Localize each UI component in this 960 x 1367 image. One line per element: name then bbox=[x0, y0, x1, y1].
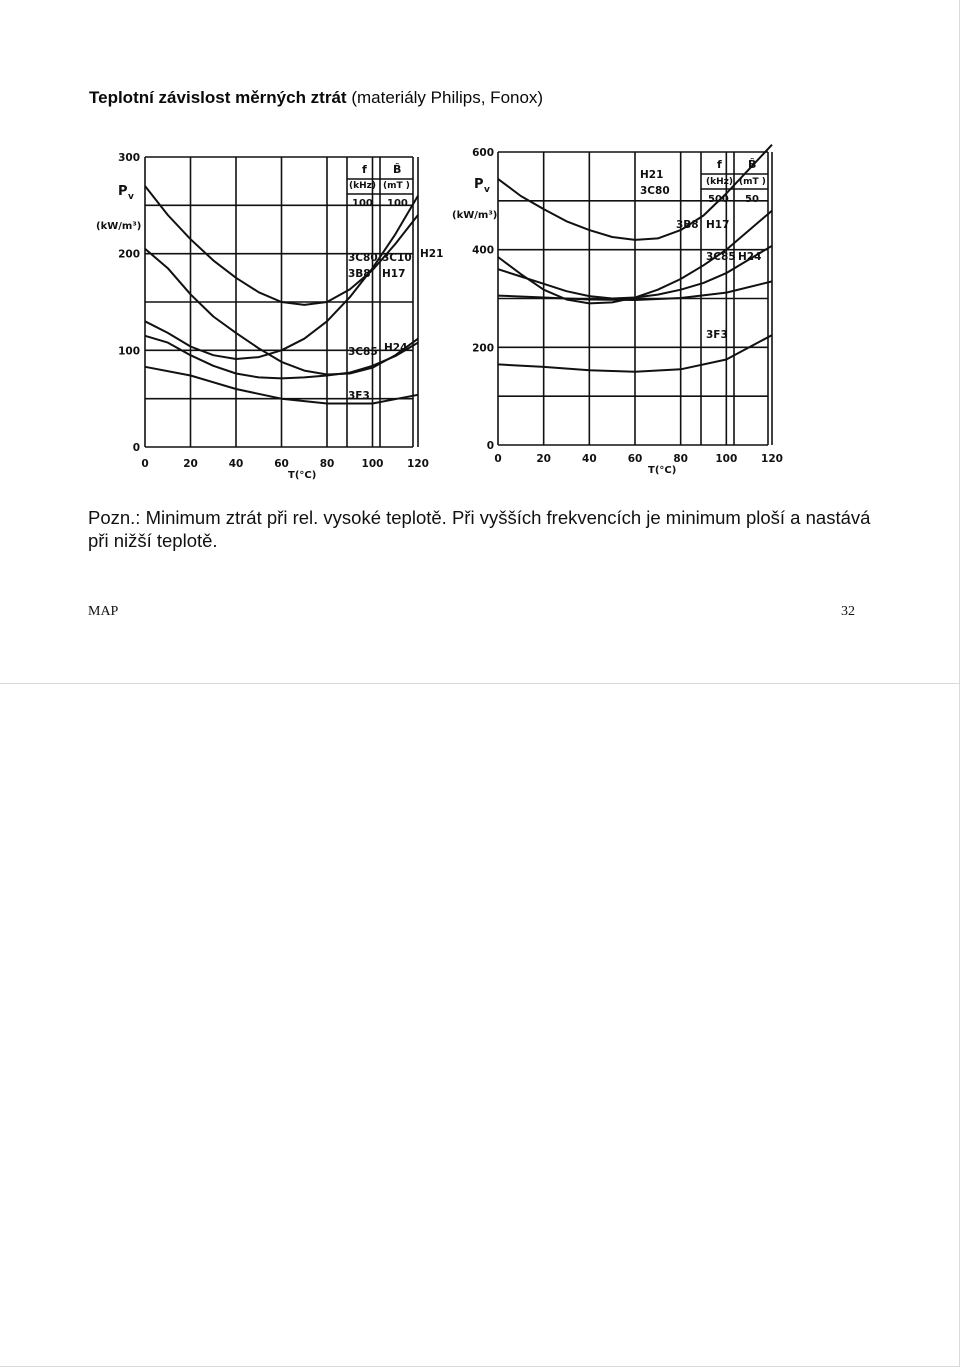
series-label: 3B8 bbox=[676, 219, 699, 231]
y-axis-unit: (kW/m³) bbox=[452, 210, 498, 221]
x-tick-label: 20 bbox=[183, 458, 198, 470]
series-label: 3C10 bbox=[382, 252, 412, 264]
y-axis-label: P bbox=[118, 184, 128, 199]
y-tick-label: 200 bbox=[472, 342, 494, 355]
series-label: H17 bbox=[706, 219, 730, 231]
x-tick-label: 120 bbox=[761, 453, 783, 465]
x-tick-label: 100 bbox=[715, 453, 738, 465]
y-tick-label: 600 bbox=[472, 147, 494, 159]
x-tick-label: 60 bbox=[627, 453, 643, 465]
x-tick-label: 120 bbox=[407, 458, 429, 470]
y-tick-label: 400 bbox=[472, 244, 494, 257]
x-axis-label: T(°C) bbox=[288, 470, 317, 481]
x-tick-label: 80 bbox=[673, 453, 688, 465]
cond-value-b: 50 bbox=[745, 194, 759, 205]
y-axis-unit: (kW/m³) bbox=[96, 221, 142, 232]
cond-header-b: B̂ bbox=[748, 158, 757, 171]
series-label: H24 bbox=[384, 342, 408, 354]
cond-value-f: 500 bbox=[708, 194, 729, 205]
x-tick-label: 80 bbox=[319, 458, 335, 470]
series-label: H21 bbox=[640, 169, 664, 181]
series-label: 3C85 bbox=[706, 251, 736, 263]
series-label: 3F3 bbox=[706, 329, 728, 341]
chart-left bbox=[90, 145, 444, 490]
y-tick-label: 100 bbox=[118, 345, 140, 358]
x-tick-label: 60 bbox=[274, 458, 289, 470]
cond-header-f: f bbox=[362, 163, 367, 176]
y-axis-label-sub: v bbox=[128, 192, 134, 202]
cond-header-f: f bbox=[717, 158, 722, 171]
series-label: 3F3 bbox=[348, 390, 370, 402]
x-tick-label: 0 bbox=[494, 453, 502, 465]
title-bold: Teplotní závislost měrných ztrát bbox=[89, 88, 347, 107]
footer-page-number: 32 bbox=[841, 604, 855, 619]
title-rest: (materiály Philips, Fonox) bbox=[351, 88, 544, 107]
cond-header-b: B̂ bbox=[393, 163, 402, 176]
series-label: 3C85 bbox=[348, 346, 378, 358]
series-label: H17 bbox=[382, 268, 406, 280]
chart-right bbox=[450, 140, 790, 485]
cond-value-f: 100 bbox=[352, 198, 373, 209]
y-axis-label-sub: v bbox=[484, 185, 490, 195]
series-label: 3B8 bbox=[348, 268, 371, 280]
footer-left: MAP bbox=[88, 604, 119, 619]
x-tick-label: 0 bbox=[141, 458, 149, 470]
cond-unit-f: (kHz) bbox=[706, 177, 733, 187]
cond-value-b: 100 bbox=[387, 198, 408, 209]
x-tick-label: 40 bbox=[582, 453, 597, 465]
y-tick-label: 200 bbox=[118, 248, 140, 261]
y-axis-label: P bbox=[474, 177, 484, 192]
series-label: H24 bbox=[738, 251, 762, 263]
note-text: Pozn.: Minimum ztrát při rel. vysoké teplotě. Při vyšších frekvencích je minimum ploší a nastává při nižší teplotě. bbox=[88, 507, 871, 551]
page-title bbox=[89, 88, 543, 108]
x-tick-label: 100 bbox=[361, 458, 384, 470]
x-axis-label: T(°C) bbox=[648, 465, 677, 476]
series-label: H21 bbox=[420, 248, 444, 260]
series-label: 3C80 bbox=[348, 252, 378, 264]
cond-unit-b: (mT ) bbox=[739, 177, 766, 187]
cond-unit-b: (mT ) bbox=[383, 181, 410, 191]
y-tick-label: 300 bbox=[118, 152, 140, 164]
x-tick-label: 40 bbox=[228, 458, 244, 470]
y-tick-label: 0 bbox=[132, 442, 140, 454]
series-label: 3C80 bbox=[640, 185, 670, 197]
x-tick-label: 20 bbox=[536, 453, 551, 465]
page-separator bbox=[0, 683, 960, 684]
y-tick-label: 0 bbox=[486, 440, 494, 452]
cond-unit-f: (kHz) bbox=[349, 181, 376, 191]
